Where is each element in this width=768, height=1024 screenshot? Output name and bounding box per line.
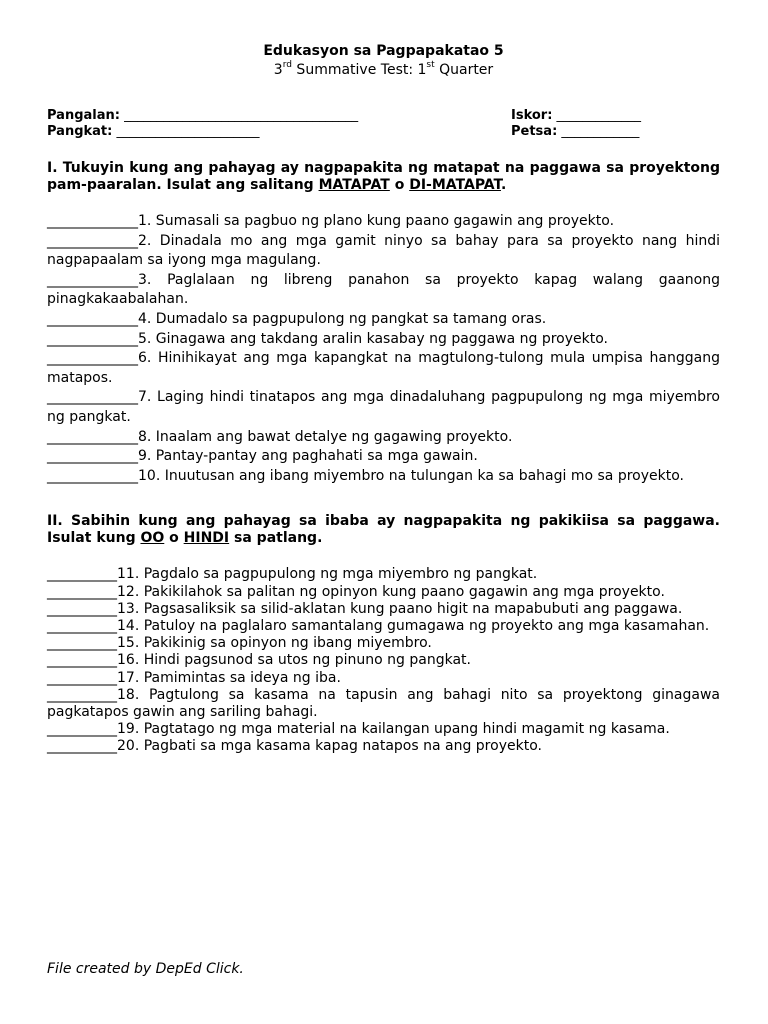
answer-blank[interactable]: __________ — [47, 566, 117, 583]
answer-option-di-matapat: DI-MATAPAT — [409, 177, 501, 193]
item-text: 4. Dumadalo sa pagpupulong ng pangkat sa tamang oras. — [138, 310, 547, 327]
list-item — [47, 232, 720, 271]
item-text: 2. Dinadala mo ang mga gamit ninyo sa bahay para sa proyekto nang hindi nagpapaalam sa iyong mga magulang. — [47, 232, 720, 269]
name-label: Pangalan: — [47, 108, 120, 123]
group-label: Pangkat: — [47, 124, 113, 139]
answer-option-oo: OO — [140, 530, 165, 547]
item-text: 11. Pagdalo sa pagpupulong ng mga miyembro ng pangkat. — [117, 566, 538, 583]
section-1-instruction-text: I. Tukuyin kung ang pahayag ay nagpapakita ng matapat na paggawa sa proyektong pam-paaralan. Isulat ang salitang — [47, 160, 720, 193]
item-text: 9. Pantay-pantay ang paghahati sa mga gawain. — [138, 448, 478, 465]
item-text: 5. Ginagawa ang takdang aralin kasabay ng paggawa ng proyekto. — [138, 330, 608, 347]
item-text: 17. Pamimintas sa ideya ng iba. — [117, 669, 341, 686]
student-info — [47, 108, 720, 144]
item-text: 14. Patuloy na paglalaro samantalang gumagawa ng proyekto ang mga kasamahan. — [117, 617, 710, 634]
item-text: 8. Inaalam ang bawat detalye ng gagawing proyekto. — [138, 428, 513, 445]
list-item — [47, 349, 720, 388]
worksheet-page — [47, 42, 720, 756]
list-item — [47, 635, 720, 652]
list-item — [47, 670, 720, 687]
score-group — [511, 108, 641, 124]
info-row-1 — [47, 108, 720, 124]
answer-blank[interactable]: _____________ — [47, 448, 138, 465]
item-text: 6. Hinihikayat ang mga kapangkat na magtulong-tulong mula umpisa hanggang matapos. — [47, 350, 720, 386]
section-2-connector: o — [164, 530, 184, 547]
answer-blank[interactable]: _____________ — [47, 467, 138, 484]
section-1-items — [47, 212, 720, 486]
subtitle-sup-st: st — [426, 60, 435, 71]
list-item — [47, 721, 720, 738]
answer-blank[interactable]: __________ — [47, 738, 117, 755]
section-2-items — [47, 566, 720, 755]
list-item — [47, 652, 720, 669]
item-text: 15. Pakikinig sa opinyon ng ibang miyembro. — [117, 635, 432, 652]
list-item — [47, 428, 720, 448]
item-text: 7. Laging hindi tinatapos ang mga dinadaluhang pagpupulong ng mga miyembro ng pangkat. — [47, 389, 720, 425]
page-title: Edukasyon sa Pagpapakatao 5 — [263, 43, 504, 59]
answer-blank[interactable]: _____________ — [47, 310, 138, 327]
list-item — [47, 566, 720, 583]
list-item — [47, 738, 720, 755]
page-subtitle — [47, 61, 720, 80]
list-item — [47, 212, 720, 232]
answer-blank[interactable]: _____________ — [47, 350, 138, 367]
item-text: 19. Pagtatago ng mga material na kailangan upang hindi magamit ng kasama. — [117, 721, 670, 738]
item-text: 10. Inuutusan ang ibang miyembro na tulungan ka sa bahagi mo sa proyekto. — [138, 467, 684, 484]
answer-blank[interactable]: __________ — [47, 600, 117, 617]
answer-blank[interactable]: _____________ — [47, 232, 138, 249]
group-field[interactable]: ______________________ — [112, 124, 260, 139]
answer-blank[interactable]: __________ — [47, 686, 117, 703]
list-item — [47, 310, 720, 330]
list-item — [47, 388, 720, 427]
list-item — [47, 330, 720, 350]
subtitle-post: Quarter — [434, 62, 494, 78]
item-text: 13. Pagsasaliksik sa silid-aklatan kung paano higit na mapabubuti ang paggawa. — [117, 600, 683, 617]
list-item — [47, 467, 720, 487]
section-2-instruction-end: sa patlang. — [229, 530, 323, 547]
list-item — [47, 271, 720, 310]
list-item — [47, 601, 720, 618]
name-field[interactable]: ____________________________________ — [119, 108, 359, 123]
section-2-instruction-text: II. Sabihin kung ang pahayag sa ibaba ay nagpapakita ng pakikiisa sa paggawa. Isulat kung — [47, 513, 720, 547]
answer-blank[interactable]: _____________ — [47, 389, 138, 406]
item-text: 16. Hindi pagsunod sa utos ng pinuno ng pangkat. — [117, 652, 471, 669]
answer-blank[interactable]: __________ — [47, 669, 117, 686]
score-field[interactable]: _____________ — [552, 108, 642, 123]
list-item — [47, 584, 720, 601]
subtitle-sup-rd: rd — [282, 60, 292, 71]
subtitle-mid: Summative Test: 1 — [291, 62, 427, 78]
answer-blank[interactable]: __________ — [47, 617, 117, 634]
answer-blank[interactable]: __________ — [47, 583, 117, 600]
item-text: 18. Pagtulong sa kasama na tapusin ang bahagi nito sa proyektong ginagawa pagkatapos gawin ang sariling bahagi. — [47, 686, 720, 720]
section-1-instruction-end: . — [500, 177, 507, 193]
answer-blank[interactable]: __________ — [47, 652, 117, 669]
date-label: Petsa: — [511, 124, 558, 139]
list-item — [47, 687, 720, 721]
info-row-2 — [47, 124, 720, 140]
answer-option-matapat: MATAPAT — [318, 177, 390, 193]
score-label: Iskor: — [511, 108, 553, 123]
list-item — [47, 618, 720, 635]
answer-blank[interactable]: _____________ — [47, 330, 138, 347]
subtitle-pre: 3 — [273, 62, 283, 78]
answer-blank[interactable]: __________ — [47, 721, 117, 738]
section-1-connector: o — [389, 177, 410, 193]
answer-blank[interactable]: _____________ — [47, 213, 138, 229]
answer-blank[interactable]: _____________ — [47, 271, 138, 288]
item-text: 20. Pagbati sa mga kasama kapag natapos na ang proyekto. — [117, 738, 542, 755]
item-text: 3. Paglalaan ng libreng panahon sa proyekto kapag walang gaanong pinagkakaabalahan. — [47, 271, 720, 308]
item-text: 12. Pakikilahok sa palitan ng opinyon kung paano gagawin ang mga proyekto. — [117, 583, 665, 600]
answer-blank[interactable]: __________ — [47, 635, 117, 652]
list-item — [47, 447, 720, 467]
section-1-instruction — [47, 160, 720, 194]
date-field[interactable]: ____________ — [557, 124, 640, 139]
answer-option-hindi: HINDI — [183, 530, 230, 547]
item-text: 1. Sumasali sa pagbuo ng plano kung paano gagawin ang proyekto. — [138, 213, 615, 229]
footer-credit: File created by DepEd Click. — [47, 961, 244, 977]
section-2-instruction — [47, 513, 720, 547]
answer-blank[interactable]: _____________ — [47, 428, 138, 445]
date-group — [511, 124, 639, 140]
